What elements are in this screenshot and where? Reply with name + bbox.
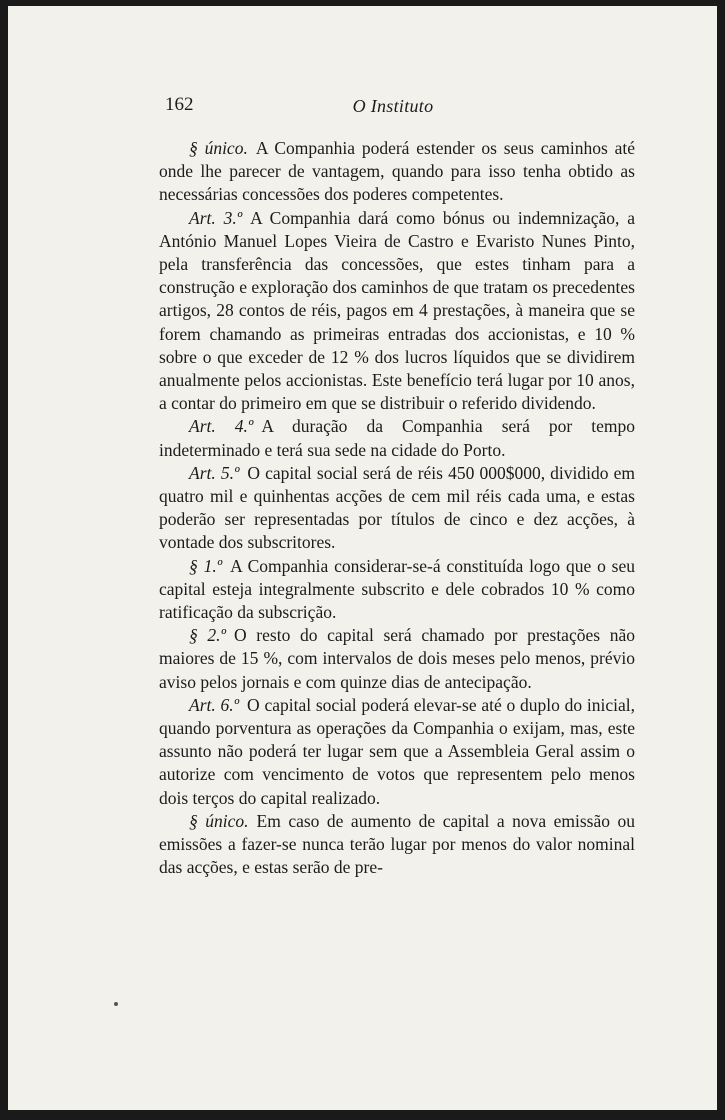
paragraph (159, 137, 635, 207)
page-header (165, 94, 621, 118)
page-number: 162 (165, 94, 194, 115)
paragraph-label: § único. (189, 810, 249, 831)
paragraph-text: O capital social será de réis 450 000$000, dividido em quatro mil e quinhentas acções de cem mil réis cada uma, e estas poderão ser representadas por títulos de cinco e dez acções, à vontade dos subscritores. (159, 462, 635, 553)
paragraph-text: A Companhia dará como bónus ou indemnização, a António Manuel Lopes Vieira de Castro e Evaristo Nunes Pinto, pela transferência das concessões, que estes tinham para a construção e exploração dos caminhos de que tratam os precedentes artigos, 28 contos de réis, pagos em 4 prestações, à maneira que se forem chamando as primeiras entradas dos accionistas, e 10 % sobre o que exceder de 12 % dos lucros líquidos que se dividirem anualmente pelos accionistas. Este benefício terá lugar por 10 anos, a contar do primeiro em que se distribuir o referido dividendo. (159, 207, 635, 414)
paragraph (159, 555, 635, 625)
paragraph-text: Em caso de aumento de capital a nova emissão ou emissões a fazer-se nunca terão lugar por menos do valor nominal das acções, e estas serão de pre- (159, 810, 635, 878)
paragraph (159, 624, 635, 694)
paragraph-label: Art. 3.º (189, 207, 243, 228)
paper-speck (114, 1002, 118, 1006)
paragraph-label: Art. 5.º (189, 462, 240, 483)
paragraph-label: § único. (189, 138, 248, 158)
running-title: O Instituto (352, 96, 434, 116)
paragraph (159, 462, 635, 555)
paragraph-label: § 2.º (189, 625, 226, 646)
paragraph (159, 207, 635, 416)
paragraph (159, 415, 635, 461)
paragraph (159, 810, 635, 880)
paragraph-label: Art. 6.º (189, 694, 240, 715)
book-page (8, 6, 717, 1110)
paragraph-text: A duração da Companhia será por tempo indeterminado e terá sua sede na cidade do Porto. (159, 416, 635, 460)
paragraph-text: A Companhia poderá estender os seus caminhos até onde lhe parecer de vantagem, quando para isso tenha obtido as necessárias concessões dos poderes competentes. (159, 138, 635, 205)
paragraph-label: § 1.º (189, 555, 223, 576)
paragraph-text: O resto do capital será chamado por prestações não maiores de 15 %, com intervalos de dois meses pelo menos, prévio aviso pelos jornais e com quinze dias de antecipação. (159, 625, 635, 692)
paragraph (159, 694, 635, 810)
paragraph-text: O capital social poderá elevar-se até o duplo do inicial, quando porventura as operações da Companhia o exijam, mas, este assunto não poderá ter lugar sem que a Assembleia Geral assim o autorize com vencimento de votos que representem pelo menos dois terços do capital realizado. (159, 694, 635, 808)
paragraph-label: Art. 4.º (189, 416, 254, 437)
body-text (159, 137, 635, 880)
paragraph-text: A Companhia considerar-se-á constituída logo que o seu capital esteja integralmente subscrito e dele cobrados 10 % como ratificação da subscrição. (159, 555, 635, 623)
